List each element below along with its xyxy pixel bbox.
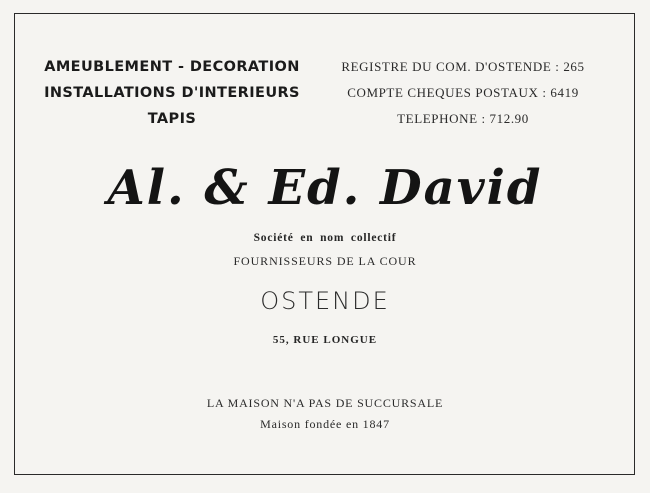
telephone-line: TELEPHONE : 712.90 xyxy=(397,111,529,126)
founded-year: Maison fondée en 1847 xyxy=(260,417,390,431)
brand-name: Al. & Ed. David xyxy=(107,160,543,216)
brand-logo xyxy=(60,160,590,220)
company-type: Société en nom collectif xyxy=(253,232,397,244)
registry-line: REGISTRE DU COM. D'OSTENDE : 265 xyxy=(341,59,585,74)
postal-account-line: COMPTE CHEQUES POSTAUX : 6419 xyxy=(347,85,579,100)
street-address: 55, RUE LONGUE xyxy=(272,334,378,346)
registry-info xyxy=(318,54,608,132)
no-branch-notice: LA MAISON N'A PAS DE SUCCURSALE xyxy=(206,396,444,410)
service-line: AMEUBLEMENT - DECORATION xyxy=(44,59,300,75)
services-list xyxy=(40,54,304,132)
purveyor-title: FOURNISSEURS DE LA COUR xyxy=(233,254,417,268)
service-line: TAPIS xyxy=(147,111,197,127)
city-name: OSTENDE xyxy=(260,287,390,315)
service-line: INSTALLATIONS D'INTERIEURS xyxy=(44,85,300,101)
